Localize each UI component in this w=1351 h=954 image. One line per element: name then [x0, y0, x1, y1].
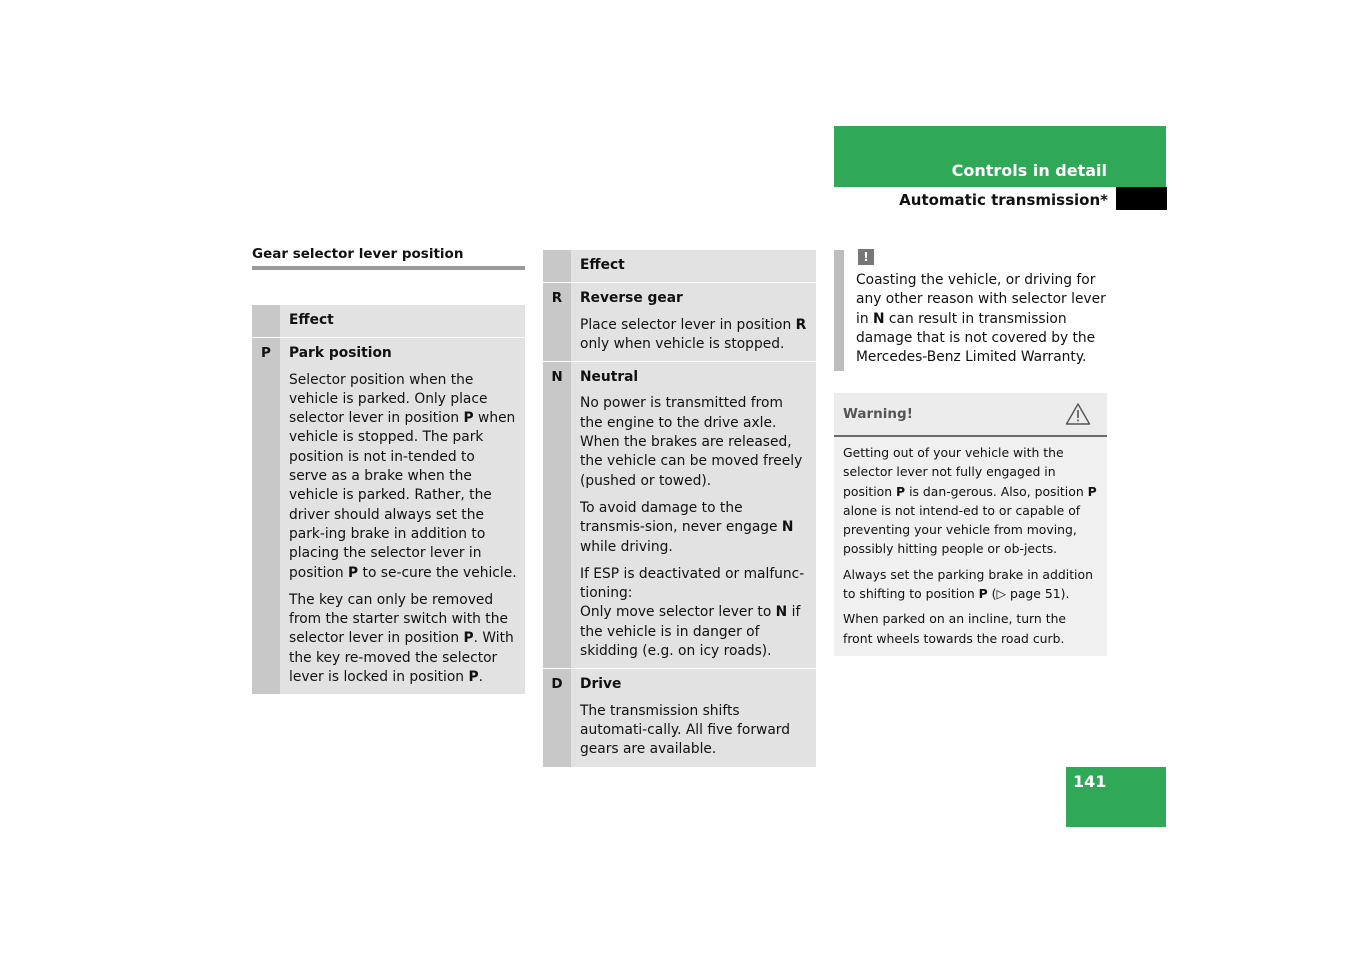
gear-position-key: N [543, 362, 571, 668]
page-number: 141 [1073, 772, 1107, 791]
gear-position-effect [280, 338, 525, 694]
effect-paragraph: No power is transmitted from the engine to the drive axle. When the brakes are released, the vehicle can be moved freely (pushed or towed). [580, 395, 803, 489]
section-rule [252, 266, 525, 270]
section-header: Automatic transmission* [899, 191, 1108, 209]
bold-position-letter: P [348, 564, 359, 581]
warning-paragraph: When parked on an incline, turn the front wheels towards the road curb. [843, 611, 1067, 646]
table-header-key-cell [543, 250, 571, 282]
warning-paragraph: Getting out of your vehicle with the selector lever not fully engaged in position P is dan-gerous. Also, position P alone is not intend-ed to or capable of preventing your vehicle from moving, possibly hitting people or ob-jects. [843, 445, 1097, 557]
bold-position-letter: P [463, 630, 474, 647]
gear-table-right [543, 250, 816, 767]
warning-label: Warning! [843, 406, 913, 422]
table-row [543, 668, 816, 766]
table-row [543, 282, 816, 361]
table-header-effect: Effect [571, 250, 816, 282]
table-header-row [252, 305, 525, 337]
table-header-effect: Effect [280, 305, 525, 337]
bold-position-letter: R [795, 316, 807, 333]
gear-position-effect [571, 362, 816, 668]
chapter-header [834, 126, 1166, 187]
page-number-tab [1066, 767, 1166, 827]
note-text: Coasting the vehicle, or driving for any other reason with selector lever in N can result in transmission damage that is not covered by the Mercedes-Benz Limited Warranty. [856, 272, 1106, 366]
gear-table-left [252, 305, 525, 694]
gear-position-key: D [543, 669, 571, 766]
gear-position-title: Reverse gear [580, 290, 683, 307]
section-title: Gear selector lever position [252, 246, 464, 262]
bold-position-letter: P [1087, 483, 1097, 499]
gear-position-effect [571, 669, 816, 766]
bold-position-letter: P [463, 410, 474, 427]
bold-position-letter: P [468, 669, 479, 686]
bold-position-letter: P [978, 586, 988, 602]
exclamation-icon: ! [858, 249, 874, 265]
warning-paragraph: Always set the parking brake in addition to shifting to position P (▷ page 51). [843, 566, 1093, 602]
bold-position-letter: N [781, 519, 794, 536]
effect-paragraph: The key can only be removed from the starter switch with the selector lever in position P. With the key re-moved the selector lever is locked in position P. [289, 591, 514, 686]
effect-paragraph: If ESP is deactivated or malfunc-tioning: Only move selector lever to N if the vehicle is in danger of skidding (e.g. on icy roads). [580, 565, 805, 660]
effect-paragraph: The transmission shifts automati-cally. All five forward gears are available. [580, 702, 790, 758]
table-header-row [543, 250, 816, 282]
warning-triangle-icon [1065, 402, 1091, 426]
table-row [543, 361, 816, 668]
bold-position-letter: P [896, 483, 906, 499]
gear-position-title: Drive [580, 676, 622, 693]
note-bar [834, 250, 844, 371]
gear-position-key: P [252, 338, 280, 694]
gear-position-title: Park position [289, 345, 392, 362]
gear-position-title: Neutral [580, 369, 639, 386]
warning-header [834, 393, 1107, 437]
warning-box [834, 393, 1107, 656]
chapter-title: Controls in detail [951, 161, 1107, 180]
gear-position-effect [571, 283, 816, 361]
header-marker [1116, 187, 1167, 210]
bold-position-letter: N [872, 310, 885, 327]
bold-position-letter: N [775, 604, 788, 621]
table-header-key-cell [252, 305, 280, 337]
table-row [252, 337, 525, 694]
effect-paragraph: To avoid damage to the transmis-sion, never engage N while driving. [580, 499, 794, 555]
effect-paragraph: Place selector lever in position R only when vehicle is stopped. [580, 316, 807, 352]
effect-paragraph: Selector position when the vehicle is parked. Only place selector lever in position P when vehicle is stopped. The park position is not in-tended to serve as a brake when the vehicle is parked. Rather, the driver should always set the park-ing brake in addition to placing the selector lever in position P to se-cure the vehicle. [289, 371, 517, 581]
gear-position-key: R [543, 283, 571, 361]
warning-body [834, 437, 1107, 656]
